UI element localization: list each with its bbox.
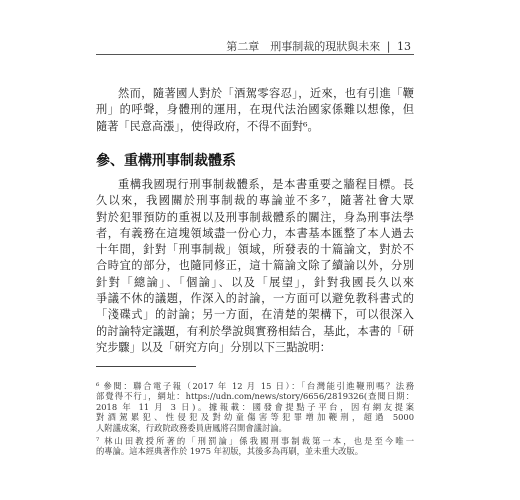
running-header bbox=[226, 38, 411, 54]
main-paragraph bbox=[96, 177, 414, 356]
footnote-line: 人附議成案，行政院政務委員唐鳳將召開會議討論。 bbox=[96, 422, 287, 433]
header-rule bbox=[96, 54, 414, 55]
text-line: 合時宜的部分，也隨同修正，這十篇論文除了續論以外，分別 bbox=[96, 259, 414, 273]
text-line: 對於犯罪預防的重視以及刑事制裁體系的關注，身為刑事法學 bbox=[96, 210, 414, 224]
text-line: 爭議不休的議題，作深入的討論，一方面可以避免教科書式的 bbox=[96, 292, 414, 306]
text-line: 者，有義務在這塊領域盡一份心力，本書基本匯整了本人過去 bbox=[96, 226, 414, 240]
page-number: 13 bbox=[397, 40, 411, 53]
footnote-line: ⁶ 參閱：聯合電子報（2017 年 12 月 15 日）：「台灣能引進鞭刑嗎？法務 bbox=[96, 381, 414, 391]
footnote-line: ⁷ 林山田教授所著的「刑罰論」係我國刑事制裁第一本，也是至今唯一 bbox=[96, 436, 414, 447]
footnote-line: 對酒駕累犯、性侵犯及對幼童傷害等犯罪增加鞭刑，超過 5000 bbox=[96, 412, 414, 423]
text-line: 隨著「民意高漲」，使得政府，不得不面對⁶。 bbox=[96, 119, 319, 133]
chapter-title: 第二章 刑事制裁的現狀與未來 bbox=[226, 40, 381, 53]
text-line: 針對「總論」、「個論」、以及「展望」，針對我國長久以來 bbox=[96, 275, 414, 289]
footnote-6 bbox=[96, 381, 414, 433]
text-line: 重構我國現行刑事制裁體系，是本書重要之牆程目標。長 bbox=[118, 178, 414, 191]
header-separator: | bbox=[386, 40, 391, 53]
text-line: 的討論特定議題，有利於學說與實務相結合，基此，本書的「研 bbox=[96, 324, 414, 338]
footnote-7 bbox=[96, 436, 414, 457]
section-heading: 參、重構刑事制裁體系 bbox=[96, 153, 236, 169]
text-line: 十年間，針對「刑事制裁」領域，所發表的十篇論文，對於不 bbox=[96, 243, 414, 257]
text-line: 久以來，我國關於刑事制裁的專論並不多⁷，隨著社會大眾 bbox=[96, 194, 414, 208]
footnote-line: 部覺得不行」，網址：https://udn.com/news/story/6656/2819326(查閱日期： bbox=[96, 391, 414, 402]
footnotes bbox=[96, 381, 414, 457]
text-line: 然而，隨著國人對於「酒駕零容忍」，近來，也有引進「鞭 bbox=[118, 87, 414, 100]
footnote-rule bbox=[96, 366, 196, 367]
text-line: 「淺碟式」的討論；另一方面，在清楚的架構下，可以很深入 bbox=[96, 308, 414, 322]
text-line: 究步驟」以及「研究方向」分別以下三點說明： bbox=[96, 340, 331, 354]
footnote-line: 的專論。這本經典著作於 1975 年初版，其後多為再刷，並未重大改版。 bbox=[96, 446, 364, 457]
footnote-line: 2018 年 11 月 3 日)。據報載：國發會提點子平台，因有網友提案 bbox=[96, 401, 414, 412]
text-line: 刑」的呼聲，身體刑的運用，在現代法治國家係難以想像，但 bbox=[96, 103, 414, 117]
intro-paragraph bbox=[96, 86, 414, 135]
